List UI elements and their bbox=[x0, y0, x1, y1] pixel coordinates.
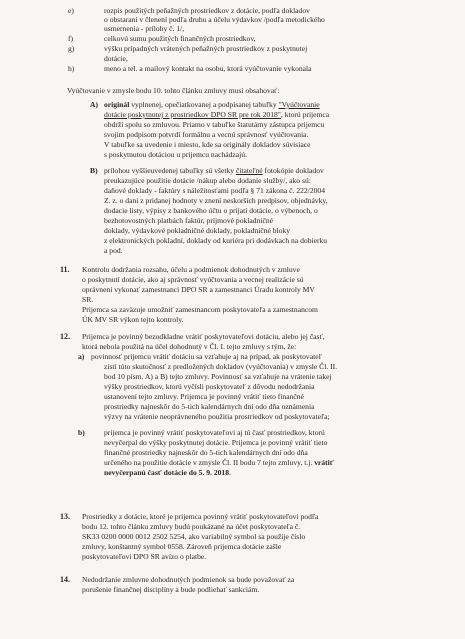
item-b-line2: preukazujúce použitie dotácie /nákup alebo dodanie služby/, ako sú: bbox=[104, 176, 311, 185]
list-item-g: výšku prípadných vrátených peňažných prostriedkov z poskytnutej bbox=[104, 44, 308, 53]
section-12-b-line1: prijemca je povinný vrátiť poskytovateľovi aj tú časť prostriedkov, ktorú bbox=[104, 428, 325, 437]
item-a-line5: V tabuľke sa uvedenie i miesto, kde sa originály dokladov súvisiace bbox=[104, 140, 311, 149]
section-12-a-line5: ustanovení tejto zmluvy. Prijemca je povinný vrátiť tieto finančné bbox=[104, 392, 304, 401]
item-b-line3: daňové doklady - faktúry s náležitosťami podľa § 71 zákona č. 222/2004 bbox=[104, 186, 326, 195]
section-12-a-line3: bod 10 písm. A) a B) tejto zmluvy. Povinnosť sa vzťahuje na vrátenie takej bbox=[104, 372, 332, 381]
list-marker-h: h) bbox=[68, 64, 75, 73]
item-b-line6: bezhotovostných platbách faktúr, príjmové pokladničné bbox=[104, 216, 274, 225]
section-13-line1: Prostriedky z dotácie, ktoré je prijemca povinný vrátiť poskytovateľovi podľa bbox=[82, 512, 319, 521]
section-11-line3: oprávnení vykonať zamestnanci DPO SR a zamestnanci Úradu kontroly MV bbox=[82, 285, 315, 294]
section-12-a-line7: výzvy na vrátenie neoprávneného použitia prostriedkov od poskytovateľa; bbox=[104, 412, 330, 421]
section-12-b-line3: finančné prostriedky najneskôr do 5-tich kalendárnych dní odo dňa bbox=[104, 448, 308, 457]
section-11-line2: o poskytnutí dotácie, ako aj správnosť vyúčtovania a vecnej realizácie sú bbox=[82, 275, 304, 284]
section-13-line4: zmluvy, konštantný symbol 0558. Zároveň prijemca dotácie zašle bbox=[82, 542, 282, 551]
list-marker-f: f) bbox=[68, 34, 74, 43]
item-b-marker: B) bbox=[90, 166, 98, 175]
item-a-line2 bbox=[104, 110, 329, 119]
section-13-line3: SK33 0200 0000 0012 2502 5254, ako variabilný symbol sa použije číslo bbox=[82, 532, 306, 541]
item-a-marker: A) bbox=[90, 100, 99, 109]
section-14-line1: Nedodržanie zmluvne dohodnutých podmienok sa bude považovať za bbox=[82, 575, 295, 584]
item-a-line1-rest: vyplnenej, opečiatkovanej a podpísanej tabuľky bbox=[129, 100, 279, 109]
section-13-line2: bodu 12. tohto článku zmluvy budú poukázané na účet poskytovateľa č. bbox=[82, 522, 301, 531]
section-13-number: 13. bbox=[60, 512, 70, 521]
list-item-h: meno a tel. a mailový kontakt na osobu, ktorá vyúčtovanie vykonala bbox=[104, 64, 312, 73]
section-12-b-line4 bbox=[104, 458, 334, 467]
section-11-number: 11. bbox=[60, 265, 70, 274]
section-12-a-line2: zistí túto skutočnosť z predložených dokladov (vyúčtovania) v zmysle Čl. II. bbox=[104, 362, 338, 371]
section-11-line1: Kontrolu dodržania rozsahu, účelu a podmienok dohodnutých v zmluve bbox=[82, 265, 300, 274]
list-item-g-cont: dotácie, bbox=[104, 54, 128, 63]
section-12-b-marker: b) bbox=[78, 428, 85, 437]
item-a-line4: svojim podpisom potvrdí formálnu a vecnú správnosť vyúčtovania. bbox=[104, 130, 309, 139]
list-marker-g: g) bbox=[68, 44, 75, 53]
section-12-number: 12. bbox=[60, 332, 70, 341]
section-12-a-marker: a) bbox=[78, 352, 85, 361]
item-a-line2-rest: , ktorú prijemca bbox=[280, 110, 330, 119]
item-a-bold: originál bbox=[104, 100, 130, 109]
section-12-b-line5-end: . bbox=[229, 468, 231, 477]
section-12-a-line1: povinnosť prijemcu vrátiť dotáciu sa vzťahuje aj na prípad, ak poskytovateľ bbox=[91, 352, 322, 361]
item-a-link2: dotácie poskytnutej z prostriedkov DPO SR pre rok 2018" bbox=[104, 110, 281, 119]
section-11-line4: SR. bbox=[82, 295, 94, 304]
section-14-number: 14. bbox=[60, 575, 70, 584]
section-12-b-line2: nevyčerpal do výšky poskytnutej dotácie. Prijemca je povinný vrátiť tieto bbox=[104, 438, 328, 447]
section-12-a-line4: výšky prostriedkov, ktorú vyčísli poskytovateľ z dôvodu nedodržania bbox=[104, 382, 315, 391]
section-11-line6: ÚK MV SR výkon tejto kontroly. bbox=[82, 315, 184, 324]
intro-text: Vyúčtovanie v zmysle bodu 10. tohto článku zmluvy musí obsahovať: bbox=[67, 86, 280, 95]
item-a-link1: "Vyúčtovanie bbox=[278, 100, 320, 109]
section-12-b-line4-text: určeného na použitie dotácie v zmysle Čl. II bodu 7 tejto zmluvy, t.j. bbox=[104, 458, 315, 467]
section-12-line2: ktorá nebola použitá na účel dohodnutý v Čl. I. tejto zmluvy s tým, že: bbox=[82, 342, 297, 351]
item-b-line1-post: fotokópie dokladov bbox=[262, 166, 324, 175]
item-b-line1-pre: prílohou vyššieuvedenej tabuľky sú všetky bbox=[104, 166, 236, 175]
item-b-line1-underlined: čitateľné bbox=[235, 166, 263, 175]
section-11-line5: Prijemca sa zaväzuje umožniť zamestnancom poskytovateľa a zamestnancom bbox=[82, 305, 318, 314]
item-b-line5: dodacie listy, výpisy z bankového účtu o prijatí dotácie, o výbenoch, o bbox=[104, 206, 318, 215]
section-12-b-line4-bold: vrátiť bbox=[314, 458, 334, 467]
item-a-line1 bbox=[104, 100, 320, 109]
section-12-b-deadline: nevyčerpanú časť dotácie do 5. 9. 2018 bbox=[104, 468, 230, 477]
section-12-b-line5 bbox=[104, 468, 231, 477]
list-item-e-cont2: usmernenia - prílohy č. 1/, bbox=[104, 24, 185, 33]
section-12-line1: Prijemca je povinný bezodkladne vrátiť poskytovateľovi dotáciu, alebo jej časť, bbox=[82, 332, 325, 341]
list-item-e: rozpis použitých peňažných prostriedkov z dotácie, podľa dokladov bbox=[104, 6, 310, 15]
list-marker-e: e) bbox=[68, 6, 74, 15]
section-12-a-line6: prostriedky najneskôr do 5-tich kalendárnych dní odo dňa oznámenia bbox=[104, 402, 315, 411]
item-a-line6: s poskytnutou dotáciou u prijemcu nachádzajú. bbox=[104, 150, 247, 159]
section-14-line2: porušenie finančnej disciplíny a bude podliehať sankciám. bbox=[82, 585, 260, 594]
section-13-line5: poskytovateľovi DPO SR avízo o platbe. bbox=[82, 552, 207, 561]
item-b-line4: Z. z. o dani z pridanej hodnoty v znení neskorších predpisov, objednávky, bbox=[104, 196, 328, 205]
list-item-f: celkovú sumu použitých finančných prostriedkov, bbox=[104, 34, 256, 43]
item-b-line8: z elektronických pokladní, doklady od kuriéra pri dodávkach na dobierku bbox=[104, 236, 328, 245]
item-b-line7: doklady, výdavkové pokladničné doklady, pokladničné bloky bbox=[104, 226, 291, 235]
item-b-line1 bbox=[104, 166, 324, 175]
list-item-e-cont1: o obstaraní v členení podľa druhu a účelu výdavkov /podľa metodického bbox=[104, 15, 325, 24]
item-a-line3: obdrží spolu so zmluvou. Priamo v tabuľke štatutárny zástupca prijemcu bbox=[104, 120, 325, 129]
item-b-line9: a pod. bbox=[104, 246, 123, 255]
